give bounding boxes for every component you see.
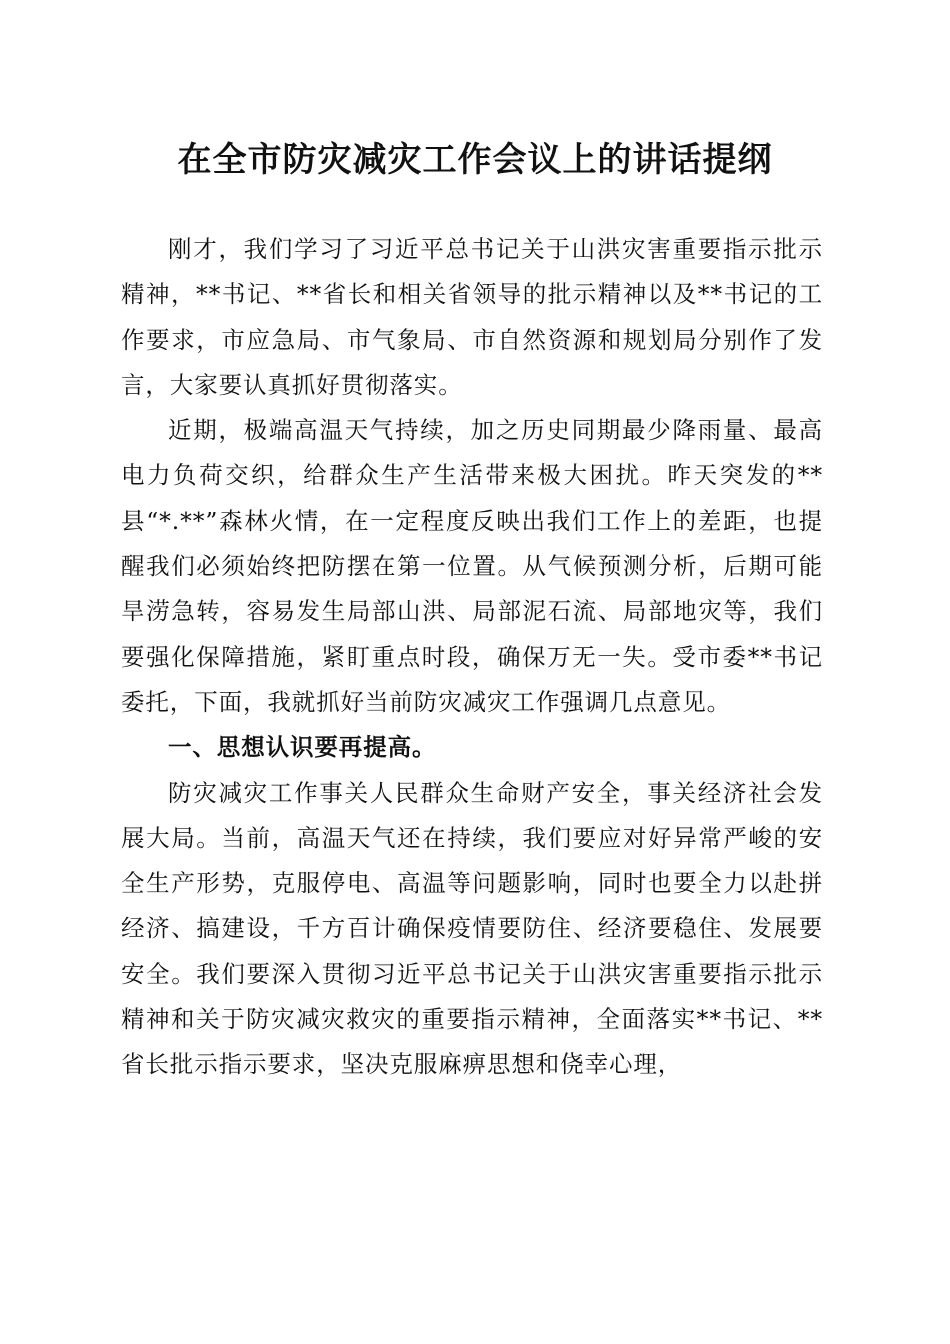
context-paragraph: 近期，极端高温天气持续，加之历史同期最少降雨量、最高电力负荷交织，给群众生产生活带来极大困扰。昨天突发的**县“*.**”森林火情，在一定程度反映出我们工作上的差距，也提醒我们必须始终把防摆在第一位置。从气候预测分析，后期可能旱涝急转，容易发生局部山洪、局部泥石流、局部地灾等，我们要强化保障措施，紧盯重点时段，确保万无一失。受市委**书记委托，下面，我就抓好当前防灾减灾工作强调几点意见。: [121, 416, 823, 716]
section-1-paragraph: 防灾减灾工作事关人民群众生命财产安全，事关经济社会发展大局。当前，高温天气还在持续，我们要应对好异常严峻的安全生产形势，克服停电、高温等问题影响，同时也要全力以赴拼经济、搞建设，千方百计确保疫情要防住、经济要稳住、发展要安全。我们要深入贯彻习近平总书记关于山洪灾害重要指示批示精神和关于防灾减灾救灾的重要指示精神，全面落实**书记、**省长批示指示要求，坚决克服麻痹思想和侥幸心理，: [121, 778, 823, 1079]
section-heading-1: 一、思想认识要再提高。: [168, 733, 437, 762]
document-body: [121, 227, 823, 1088]
document-title: 在全市防灾减灾工作会议上的讲话提纲: [177, 140, 773, 180]
intro-paragraph: 刚才，我们学习了习近平总书记关于山洪灾害重要指示批示精神，**书记、**省长和相关省领导的批示精神以及**书记的工作要求，市应急局、市气象局、市自然资源和规划局分别作了发言，大家要认真抓好贯彻落实。: [121, 235, 823, 399]
